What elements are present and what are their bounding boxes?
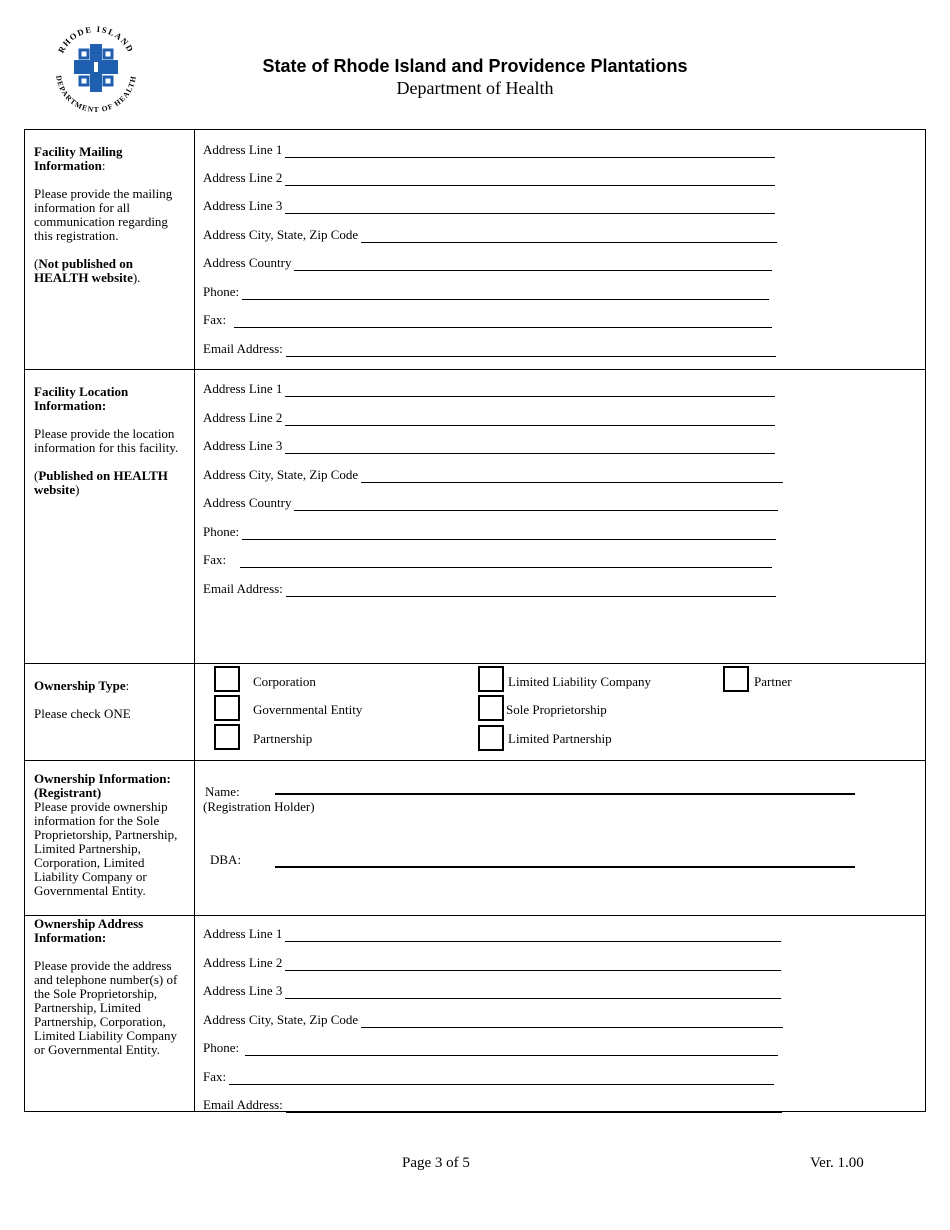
facility-mailing-section <box>25 130 926 370</box>
ownership-information-instructions <box>25 761 195 916</box>
checkbox-governmental-entity[interactable] <box>214 695 240 721</box>
mailing-address-line-1-label: Address Line 1 <box>203 142 283 157</box>
dba-label: DBA: <box>210 852 242 867</box>
location-fax-input[interactable] <box>240 556 772 568</box>
location-address-line-1-input[interactable] <box>285 385 775 397</box>
facility-mailing-description: Please provide the mailing information for all communication regarding this registration. <box>34 186 173 243</box>
facility-location-fields <box>195 370 926 664</box>
facility-mailing-heading: Facility Mailing Information <box>34 144 123 173</box>
registrant-name-label: Name: <box>205 784 240 799</box>
ownership-information-fields <box>195 761 926 916</box>
mailing-country-input[interactable] <box>294 259 772 271</box>
facility-location-instructions: Facility Location Information: Please provide the location information for this facility. (Published on HEALTH website) <box>25 370 195 664</box>
owner-address-line-1-input[interactable] <box>285 930 781 942</box>
location-address-line-2-input[interactable] <box>285 414 775 426</box>
location-address-line-2-label: Address Line 2 <box>203 410 283 425</box>
mailing-email-input[interactable] <box>286 345 776 357</box>
mailing-email-label: Email Address: <box>203 341 283 356</box>
ownership-type-instructions: Ownership Type: Please check ONE <box>25 664 195 761</box>
location-phone-input[interactable] <box>242 528 776 540</box>
label-limited-partnership: Limited Partnership <box>508 731 612 746</box>
facility-mailing-instructions: Facility Mailing Information: Please provide the mailing information for all communication regarding this registration. (Not published on HEALTH website). <box>25 130 195 370</box>
label-partner: Partner <box>754 674 792 689</box>
facility-mailing-note: Not published on HEALTH website <box>34 256 133 285</box>
checkbox-limited-partnership[interactable] <box>478 725 504 751</box>
ownership-address-section <box>25 916 926 1112</box>
page-number: Page 3 of 5 <box>402 1155 470 1171</box>
page-title: State of Rhode Island and Providence Plantations <box>262 56 688 76</box>
facility-mailing-fields <box>195 130 926 370</box>
mailing-address-line-2-input[interactable] <box>285 174 775 186</box>
ownership-type-heading: Ownership Type <box>34 678 126 693</box>
owner-address-line-3-label: Address Line 3 <box>203 983 283 998</box>
ownership-type-options <box>195 664 926 761</box>
ownership-address-heading: Ownership Address Information: <box>34 916 144 945</box>
owner-address-line-2-input[interactable] <box>285 959 781 971</box>
registrant-name-input[interactable] <box>275 784 855 795</box>
owner-fax-input[interactable] <box>229 1073 774 1085</box>
mailing-city-state-zip-label: Address City, State, Zip Code <box>203 227 359 242</box>
location-email-input[interactable] <box>286 585 776 597</box>
location-address-line-3-input[interactable] <box>285 442 775 454</box>
owner-address-line-2-label: Address Line 2 <box>203 955 283 970</box>
label-corporation: Corporation <box>253 674 316 689</box>
checkbox-sole-proprietorship[interactable] <box>478 695 504 721</box>
ownership-type-section <box>25 664 926 761</box>
mailing-address-line-3-input[interactable] <box>285 202 775 214</box>
facility-location-description: Please provide the location information for this facility. <box>34 426 179 455</box>
version-label: Ver. 1.00 <box>810 1155 864 1171</box>
location-address-line-3-label: Address Line 3 <box>203 438 283 453</box>
seal-bottom-text: DEPARTMENT OF HEALTH <box>54 74 138 114</box>
mailing-address-line-1-input[interactable] <box>285 146 775 158</box>
checkbox-partner[interactable] <box>723 666 749 692</box>
label-sole-proprietorship: Sole Proprietorship <box>506 702 607 717</box>
facility-location-note: Published on HEALTH website <box>34 468 168 497</box>
mailing-phone-label: Phone: <box>203 284 240 299</box>
location-city-state-zip-input[interactable] <box>361 471 783 483</box>
ownership-address-fields <box>195 916 926 1112</box>
location-city-state-zip-label: Address City, State, Zip Code <box>203 467 359 482</box>
page-subtitle: Department of Health <box>396 78 554 98</box>
mailing-address-line-2-label: Address Line 2 <box>203 170 283 185</box>
checkbox-partnership[interactable] <box>214 724 240 750</box>
ownership-type-description: Please check ONE <box>34 706 131 721</box>
location-email-label: Email Address: <box>203 581 283 596</box>
seal-top-text: RHODE ISLAND <box>55 23 137 55</box>
ownership-information-description: Please provide ownership information for the Sole Proprietorship, Partnership, Limited Partnership, Corporation, Limited Liability Company or Governmental Entity. <box>34 799 178 898</box>
mailing-fax-label: Fax: <box>203 312 227 327</box>
checkbox-corporation[interactable] <box>214 666 240 692</box>
owner-city-state-zip-label: Address City, State, Zip Code <box>203 1012 359 1027</box>
ownership-address-instructions <box>25 916 195 1112</box>
label-limited-liability-company: Limited Liability Company <box>508 674 651 689</box>
facility-location-heading: Facility Location Information: <box>34 384 129 413</box>
mailing-fax-input[interactable] <box>234 316 772 328</box>
owner-address-line-1-label: Address Line 1 <box>203 926 283 941</box>
label-partnership: Partnership <box>253 731 313 746</box>
mailing-address-line-3-label: Address Line 3 <box>203 198 283 213</box>
owner-phone-label: Phone: <box>203 1040 240 1055</box>
mailing-city-state-zip-input[interactable] <box>361 231 777 243</box>
owner-email-label: Email Address: <box>203 1097 283 1112</box>
location-phone-label: Phone: <box>203 524 240 539</box>
dba-input[interactable] <box>275 857 855 868</box>
location-country-label: Address Country <box>203 495 292 510</box>
registration-holder-note: (Registration Holder) <box>203 799 315 814</box>
facility-location-section <box>25 370 926 664</box>
location-country-input[interactable] <box>294 499 778 511</box>
mailing-phone-input[interactable] <box>242 288 769 300</box>
location-address-line-1-label: Address Line 1 <box>203 381 283 396</box>
label-governmental-entity: Governmental Entity <box>253 702 363 717</box>
ownership-address-description: Please provide the address and telephone number(s) of the Sole Proprietorship, Partnership, Limited Partnership, Corporation, Limited Liability Company or Governmental Entity. <box>34 958 178 1057</box>
owner-address-line-3-input[interactable] <box>285 987 781 999</box>
location-fax-label: Fax: <box>203 552 227 567</box>
ownership-information-section <box>25 761 926 916</box>
owner-fax-label: Fax: <box>203 1069 227 1084</box>
mailing-country-label: Address Country <box>203 255 292 270</box>
registration-form-table <box>24 129 926 1112</box>
checkbox-limited-liability-company[interactable] <box>478 666 504 692</box>
owner-email-input[interactable] <box>286 1101 782 1113</box>
ownership-information-heading: Ownership Information: (Registrant) <box>34 771 171 800</box>
owner-city-state-zip-input[interactable] <box>361 1016 783 1028</box>
owner-phone-input[interactable] <box>245 1044 778 1056</box>
